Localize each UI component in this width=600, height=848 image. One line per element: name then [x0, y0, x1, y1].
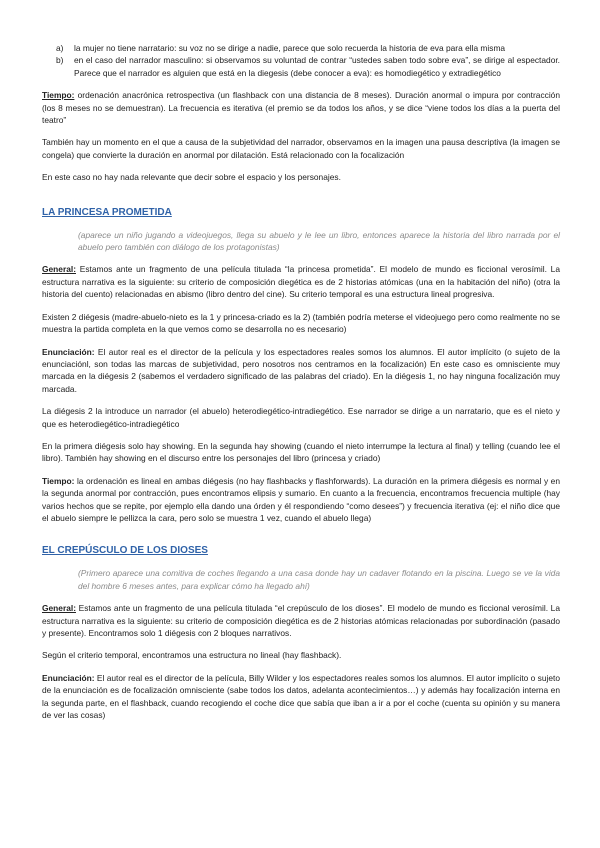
list-marker: a) [56, 43, 64, 53]
section-intro: (aparece un niño jugando a videojuegos, llega su abuelo y le lee un libro, entonces aparece la historia del libro narrada por el abuelo pero también con diálogo de los protagonistas) [78, 229, 560, 253]
enunciacion-label: Enunciación: [42, 346, 95, 357]
tiempo-text: la ordenación es lineal en ambas diégesis (no hay flashbacks y flashforwards). La duración en la primera diégesis es normal y en la segunda anormal por contracción, pues encontramos elipsis y sumario. En cuanto a la frecuencia, encontramos frecuencia multiple (hay varios hechos que se repite, por ejemplo ella dando una órden y él respondiendo “como desees”) y frecuencia iterativa (ej: el niño dice que el abuelo siempre le pellizca la cara, pero solo se muestra 1 vez, cuando el abuelo llega) [42, 475, 560, 523]
tiempo-paragraph [42, 89, 560, 126]
general-text: Estamos ante un fragmento de una película titulada “la princesa prometida”. El modelo de mundo es ficcional verosímil. La estructura narrativa es la siguiente: su criterio de composición diegética es de 2 historias atómicas (una en la habitación del niño) (otra la historia del cuento) relacionadas en abismo (libro dentro del cine). Su criterio temporal es una estructura lineal progresiva. [42, 264, 560, 300]
tiempo-label: Tiempo: [42, 475, 75, 486]
tiempo-paragraph [42, 475, 560, 525]
temporal-paragraph: Según el criterio temporal, encontramos una estructura no lineal (hay flashback). [42, 650, 342, 661]
section-heading-crepusculo: EL CREPÚSCULO DE LOS DIOSES [42, 545, 208, 557]
document-page [42, 42, 560, 721]
tiempo-text: ordenación anacrónica retrospectiva (un flashback con una distancia de 8 meses). Duración anormal o impura por contracción (los 8 meses no se demuestran). La frecuencia es iterativa (el premio se da todos los años, y se dice “viene todos los días a la puerta del teatro” [42, 90, 560, 126]
narrador-paragraph: La diégesis 2 la introduce un narrador (el abuelo) heterodiegético-intradiegético. Ese narrador se dirige a un narratario, que es el nieto y que es heterodiegético-intradiegético [42, 406, 560, 429]
general-paragraph [42, 602, 560, 639]
enunciacion-text: El autor real es el director de la película y los espectadores reales somos los alumnos. El autor implícito (o sujeto de la enunciaciónl, son todas las marcas de subjetividad, pero nosotros nos centramos en la focalización) En este caso es omnisciente muy marcada en la diégesis 2 (sabemos el verdadero significado de las palabras del criado). En la diégesis 1, no hay ninguna focalización muy marcada. [42, 346, 560, 394]
general-label: General: [42, 603, 76, 614]
pausa-paragraph: También hay un momento en el que a causa de la subjetividad del narrador, observamos en la imagen una pausa descriptiva (la imagen se congela) que convierte la duración en anormal por dilatación. Está relacionado con la focalización [42, 137, 560, 160]
enunciacion-text: El autor real es el director de la película, Billy Wilder y los espectadores reales somos los alumnos. El autor implícito o sujeto de la enunciación es de focalización omnisciente (sabe todos los datos, adelanta acontecimientos…) y además hay focalización interna en la segunda parte, en el flashback, cuando recogiendo el coche dice que sabía que iban a ir a por el coche (cuenta su opinión y su manera de ver las cosas) [42, 672, 560, 721]
list-item-text: en el caso del narrador masculino: si observamos su voluntad de contrar “ustedes saben todo sobre eva”, se dirige al espectador. Parece que el narrador es alguien que está en la diegesis (debe conocer a eva): es homodiegético y extradiegético [74, 55, 560, 78]
enunciacion-label: Enunciación: [42, 672, 95, 683]
section-heading-princesa: LA PRINCESA PROMETIDA [42, 206, 172, 218]
diegesis-paragraph: Existen 2 diégesis (madre-abuelo-nieto es la 1 y princesa-criado es la 2) (también podría meterse el videojuego pero como realmente no se muestra la partida completa en la que vemos como se desarrolla no es necesario) [42, 311, 560, 335]
tiempo-label: Tiempo: [42, 90, 75, 101]
enunciacion-paragraph [42, 672, 560, 722]
list-item [56, 54, 560, 79]
list-marker: b) [56, 55, 64, 66]
intro-list [56, 42, 560, 79]
espacio-paragraph: En este caso no hay nada relevante que decir sobre el espacio y los personajes. [42, 172, 341, 183]
section-intro: (Primero aparece una comitiva de coches llegando a una casa donde hay un cadaver flotando en la piscina. Luego se ve la vida del hombre 6 meses antes, para explicar cómo ha llegado ahí) [78, 568, 560, 591]
list-item [56, 42, 560, 54]
general-paragraph [42, 263, 560, 300]
enunciacion-paragraph [42, 346, 560, 396]
showing-paragraph: En la primera diégesis solo hay showing. En la segunda hay showing (cuando el nieto interrumpe la lectura al final) y telling (cuando lee el libro). También hay showing en el discurso entre los personajes del libro (princesa y criado) [42, 440, 560, 464]
list-item-text: la mujer no tiene narratario: su voz no se dirige a nadie, parece que solo recuerda la historia de eva para ella misma [74, 43, 506, 53]
general-text: Estamos ante un fragmento de una película titulada “el crepúsculo de los dioses”. El modelo de mundo es ficcional verosímil. La estructura narrativa es la siguiente: su criterio de composición diegética es de 2 historias atómicas relacionadas por subordinación (pasado y presente). Encontramos solo 1 diégesis con 2 bloques narrativos. [42, 603, 560, 638]
general-label: General: [42, 264, 76, 275]
